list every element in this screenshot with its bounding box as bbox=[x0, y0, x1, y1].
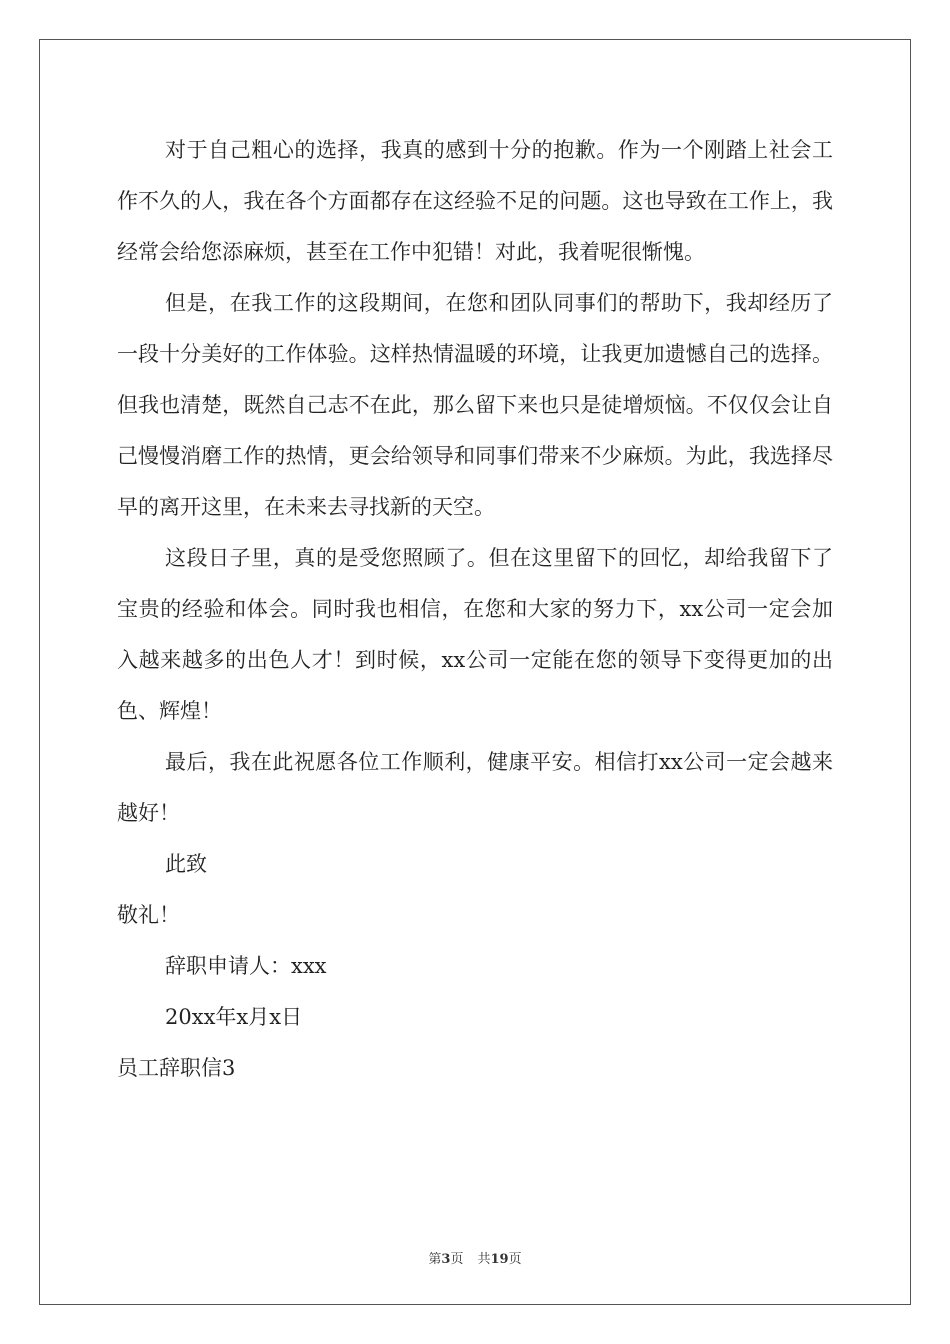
closing-line: 此致 bbox=[165, 852, 207, 876]
total-prefix: 共 bbox=[477, 1252, 491, 1267]
salute-line: 敬礼！ bbox=[117, 903, 180, 927]
total-pages: 19 bbox=[490, 1252, 509, 1267]
total-suffix: 页 bbox=[508, 1252, 522, 1267]
page-number: 3 bbox=[441, 1252, 451, 1267]
page-suffix: 页 bbox=[450, 1252, 464, 1267]
paragraph-4: 最后，我在此祝愿各位工作顺利，健康平安。相信打xx公司一定会越来越好！ bbox=[117, 750, 833, 825]
paragraph-1: 对于自己粗心的选择，我真的感到十分的抱歉。作为一个刚踏上社会工作不久的人，我在各个方面都存在这经验不足的问题。这也导致在工作上，我经常会给您添麻烦，甚至在工作中犯错！对此，我着呢很惭愧。 bbox=[117, 138, 833, 264]
document-body bbox=[117, 125, 833, 1094]
paragraph-3: 这段日子里，真的是受您照顾了。但在这里留下的回忆，却给我留下了宝贵的经验和体会。同时我也相信，在您和大家的努力下，xx公司一定会加入越来越多的出色人才！到时候，xx公司一定能在您的领导下变得更加的出色、辉煌！ bbox=[117, 546, 833, 723]
next-letter-title: 员工辞职信3 bbox=[117, 1056, 236, 1080]
page-prefix: 第 bbox=[428, 1252, 442, 1267]
applicant-line: 辞职申请人：xxx bbox=[165, 954, 327, 978]
paragraph-2: 但是，在我工作的这段期间，在您和团队同事们的帮助下，我却经历了一段十分美好的工作体验。这样热情温暖的环境，让我更加遗憾自己的选择。但我也清楚，既然自己志不在此，那么留下来也只是徒增烦恼。不仅仅会让自己慢慢消磨工作的热情，更会给领导和同事们带来不少麻烦。为此，我选择尽早的离开这里，在未来去寻找新的天空。 bbox=[117, 291, 833, 519]
page-footer bbox=[0, 1248, 950, 1267]
date-line: 20xx年x月x日 bbox=[165, 1005, 303, 1029]
